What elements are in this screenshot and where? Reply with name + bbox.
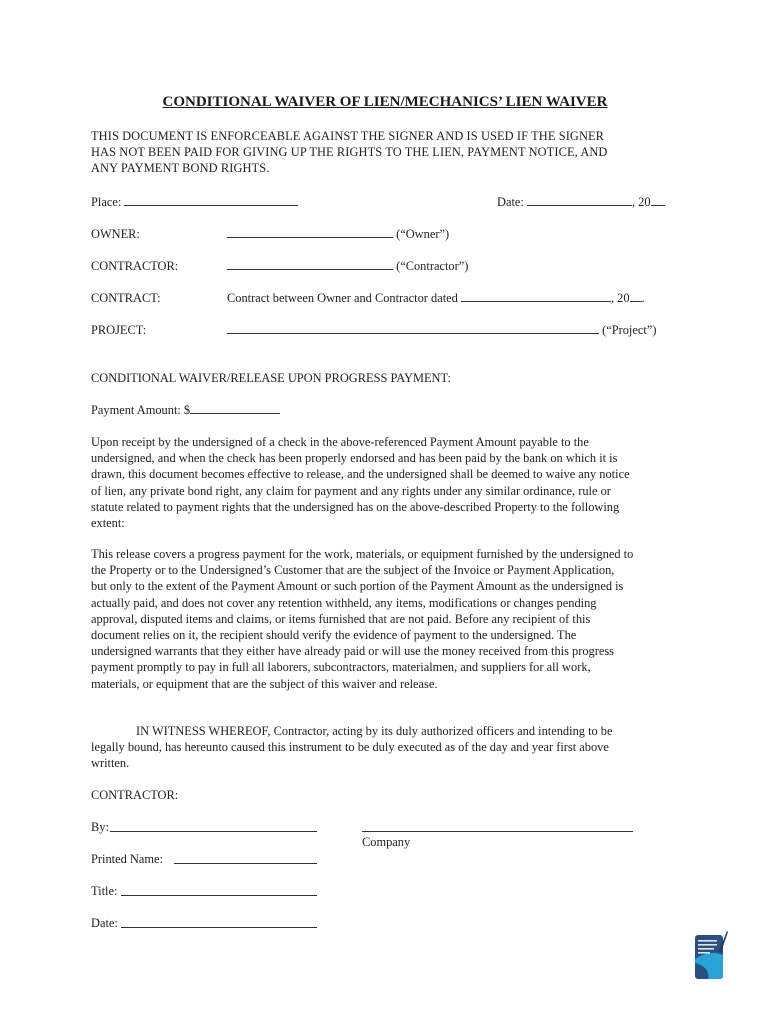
paragraph-line: undersigned warrants that they either have already paid or will use the money received from this progress — [91, 644, 614, 659]
date-field — [497, 194, 665, 210]
signature-heading: CONTRACTOR: — [91, 788, 179, 802]
date-input-line[interactable] — [527, 194, 632, 206]
contract-label: CONTRACT: — [91, 291, 161, 305]
document-pen-logo-icon — [694, 929, 728, 981]
place-label: Place: — [91, 195, 122, 209]
title-line[interactable] — [121, 895, 317, 896]
paragraph-line: Upon receipt by the undersigned of a check in the above-referenced Payment Amount payable to the — [91, 435, 589, 449]
signature-date-line[interactable] — [121, 927, 317, 928]
contract-date-line[interactable] — [461, 290, 611, 302]
owner-input-line[interactable] — [227, 226, 393, 238]
company-label: Company — [362, 835, 411, 849]
release-paragraph — [91, 546, 681, 692]
date-year-line[interactable] — [651, 194, 665, 206]
paragraph-line: statute related to payment rights that the undersigned has on the above-described Property to the following — [91, 499, 620, 514]
place-field — [91, 194, 298, 210]
intro-paragraph — [91, 128, 681, 177]
intro-line: THIS DOCUMENT IS ENFORCEABLE AGAINST THE SIGNER AND IS USED IF THE SIGNER — [91, 129, 605, 143]
project-input-line[interactable] — [227, 322, 599, 334]
by-signature-line[interactable] — [110, 831, 317, 832]
paragraph-line: materials, or equipment that are the subject of this waiver and release. — [91, 676, 438, 691]
witness-paragraph — [91, 723, 681, 772]
paragraph-line: approval, disputed items and claims, or items furnished that are not paid. Before any recipient of this — [91, 611, 591, 626]
paragraph-line: the Property or to the Undersigned’s Customer that are the subject of the Invoice or Payment Application, — [91, 563, 615, 578]
owner-label: OWNER: — [91, 227, 140, 241]
paragraph-line: This release covers a progress payment for the work, materials, or equipment furnished by the undersigned to — [91, 547, 634, 561]
project-suffix: (“Project”) — [599, 323, 657, 337]
contract-suffix: , 20 — [610, 291, 630, 305]
printed-name-label: Printed Name: — [91, 852, 163, 866]
section-heading: CONDITIONAL WAIVER/RELEASE UPON PROGRESS PAYMENT: — [91, 371, 451, 385]
contractor-label: CONTRACTOR: — [91, 259, 179, 273]
paragraph-line: document relies on it, the recipient should verify the evidence of payment to the undersigned. The — [91, 628, 577, 643]
payment-amount-line[interactable] — [190, 402, 280, 414]
paragraph-line: IN WITNESS WHEREOF, Contractor, acting by its duly authorized officers and intending to be — [136, 724, 613, 738]
owner-field — [227, 226, 449, 242]
paragraph-line: written. — [91, 756, 130, 771]
intro-line: ANY PAYMENT BOND RIGHTS. — [91, 161, 270, 176]
payment-amount-label: Payment Amount: $ — [91, 403, 191, 417]
place-input-line[interactable] — [124, 194, 298, 206]
project-field — [227, 322, 656, 338]
receipt-paragraph — [91, 434, 681, 531]
date-label: Date: — [497, 195, 524, 209]
paragraph-line: legally bound, has hereunto caused this instrument to be duly executed as of the day and year first above — [91, 740, 609, 755]
contractor-suffix: (“Contractor”) — [393, 259, 469, 273]
paragraph-line: actually paid, and does not cover any retention withheld, any items, modifications or changes pending — [91, 595, 597, 610]
printed-name-line[interactable] — [174, 863, 317, 864]
paragraph-line: but only to the extent of the Payment Amount or such portion of the Payment Amount as the undersigned is — [91, 579, 624, 594]
paragraph-line: payment promptly to pay in full all laborers, subcontractors, materialmen, and suppliers for all work, — [91, 660, 591, 675]
by-label: By: — [91, 820, 109, 834]
paragraph-line: drawn, this document becomes effective to release, and the undersigned shall be deemed to waive any notice — [91, 467, 630, 482]
project-label: PROJECT: — [91, 323, 147, 337]
paragraph-line: undersigned, and when the check has been properly endorsed and has been paid by the bank on which it is — [91, 451, 618, 466]
paragraph-line: of lien, any private bond right, any claim for payment and any rights under any similar ordinance, rule or — [91, 483, 611, 498]
intro-line: HAS NOT BEEN PAID FOR GIVING UP THE RIGHTS TO THE LIEN, PAYMENT NOTICE, AND — [91, 145, 608, 160]
title-label: Title: — [91, 884, 118, 898]
owner-suffix: (“Owner”) — [393, 227, 450, 241]
contract-field — [227, 290, 645, 306]
contract-year-line[interactable] — [630, 290, 642, 302]
payment-amount-field — [91, 402, 280, 418]
contract-text: Contract between Owner and Contractor dated — [227, 291, 461, 305]
document-title: CONDITIONAL WAIVER OF LIEN/MECHANICS’ LIEN WAIVER — [162, 94, 608, 110]
contract-end: . — [641, 291, 645, 305]
signature-date-label: Date: — [91, 916, 118, 930]
contractor-input-line[interactable] — [227, 258, 393, 270]
contractor-field — [227, 258, 468, 274]
company-signature-line[interactable] — [362, 831, 633, 832]
paragraph-line: extent: — [91, 516, 125, 531]
date-suffix: , 20 — [631, 195, 651, 209]
